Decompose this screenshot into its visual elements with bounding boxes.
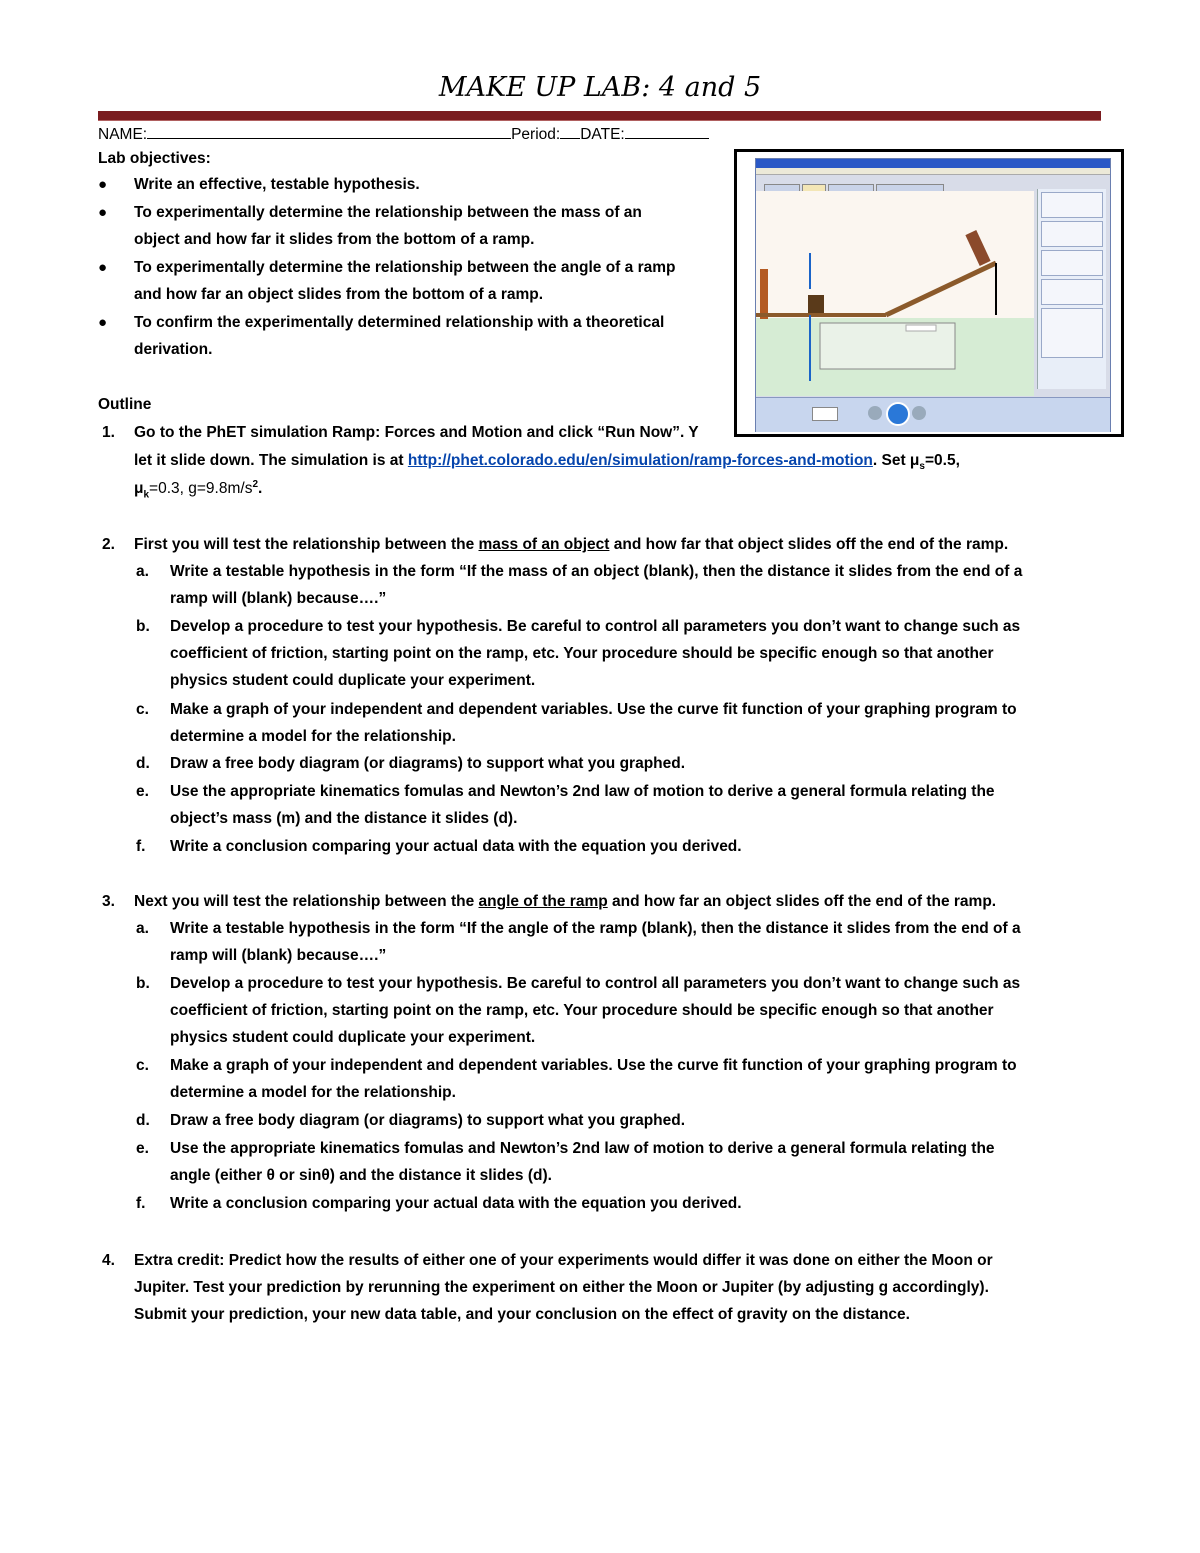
- mu-s-subscript: s: [919, 461, 925, 473]
- date-blank[interactable]: [625, 124, 709, 139]
- step-number: 1.: [102, 424, 115, 441]
- simulation-tabs: [764, 181, 946, 190]
- step3-item: Make a graph of your independent and dependent variables. Use the curve fit function of your graphing program to: [170, 1057, 1017, 1074]
- step2-item: Write a conclusion comparing your actual data with the equation you derived.: [170, 838, 742, 855]
- objectives-heading: Lab objectives:: [98, 150, 211, 167]
- step4-line: Submit your prediction, your new data table, and your conclusion on the effect of gravity on the distance.: [134, 1306, 910, 1323]
- simulation-screenshot: [734, 149, 1124, 437]
- step3-intro-text: and how far an object slides off the end of the ramp.: [607, 893, 997, 910]
- step3-item: Write a testable hypothesis in the form “If the angle of the ramp (blank), then the distance it slides from the end of a: [170, 920, 1021, 937]
- mu-k-symbol: μ: [134, 480, 144, 498]
- objective-item: To confirm the experimentally determined relationship with a theoretical: [134, 314, 665, 331]
- objective-item: Write an effective, testable hypothesis.: [134, 176, 420, 193]
- step1-line1: Go to the PhET simulation Ramp: Forces and Motion and click “Run Now”. Y: [134, 424, 699, 441]
- objective-item: To experimentally determine the relationship between the mass of an: [134, 204, 642, 221]
- step3-item-cont: coefficient of friction, starting point on the ramp, etc. Your procedure should be specific enough so that another: [170, 1002, 994, 1019]
- bullet-icon: ●: [98, 259, 108, 276]
- name-label: NAME:: [98, 126, 148, 143]
- step2-intro: [134, 536, 1008, 554]
- name-line: [98, 124, 709, 144]
- item-letter: d.: [136, 755, 150, 772]
- step3-item: Develop a procedure to test your hypothesis. Be careful to control all parameters you don’t want to change such as: [170, 975, 1021, 992]
- step1-line2: [134, 452, 960, 472]
- step2-item-cont: determine a model for the relationship.: [170, 728, 456, 745]
- step4-line: Jupiter. Test your prediction by rerunning the experiment on either the Moon or Jupiter (by adjusting g accordingly).: [134, 1279, 989, 1296]
- step1-text: . Set μ: [872, 452, 920, 469]
- rewind-icon: [868, 406, 882, 420]
- step2-item-cont: physics student could duplicate your experiment.: [170, 672, 536, 689]
- item-letter: c.: [136, 701, 149, 718]
- item-letter: b.: [136, 618, 150, 635]
- step3-item: Draw a free body diagram (or diagrams) to support what you graphed.: [170, 1112, 686, 1129]
- step3-intro: [134, 893, 996, 911]
- step2-item-cont: ramp will (blank) because….”: [170, 590, 387, 607]
- g-exponent: 2: [252, 479, 259, 490]
- bullet-icon: ●: [98, 314, 108, 331]
- step4-line: Extra credit: Predict how the results of either one of your experiments would differ it was done on either the Moon or: [134, 1252, 993, 1269]
- step3-item-cont: determine a model for the relationship.: [170, 1084, 456, 1101]
- phet-link[interactable]: http://phet.colorado.edu/en/simulation/ramp-forces-and-motion: [407, 452, 873, 469]
- step2-item: Write a testable hypothesis in the form “If the mass of an object (blank), then the distance it slides from the end of a: [170, 563, 1023, 580]
- objective-item-cont: derivation.: [134, 341, 213, 358]
- step-number: 4.: [102, 1252, 115, 1269]
- step1-line3: [134, 479, 262, 500]
- item-letter: f.: [136, 838, 146, 855]
- item-letter: e.: [136, 1140, 149, 1157]
- step3-item-cont: angle (either θ or sinθ) and the distance it slides (d).: [170, 1167, 552, 1184]
- step2-item: Use the appropriate kinematics fomulas and Newton’s 2nd law of motion to derive a general formula relating the: [170, 783, 995, 800]
- step3-item: Use the appropriate kinematics fomulas and Newton’s 2nd law of motion to derive a general formula relating the: [170, 1140, 995, 1157]
- step2-intro-text: and how far that object slides off the end of the ramp.: [609, 536, 1009, 553]
- window-menu-bar: [756, 168, 1110, 175]
- item-letter: c.: [136, 1057, 149, 1074]
- step2-variable: mass of an object: [478, 536, 610, 553]
- step2-intro-text: First you will test the relationship between the: [134, 536, 479, 553]
- item-letter: a.: [136, 920, 149, 937]
- title-rule: [98, 111, 1101, 121]
- step1-text: let it slide down. The simulation is at: [134, 452, 408, 469]
- panel-box: [1041, 308, 1103, 358]
- step-icon: [912, 406, 926, 420]
- step2-item-cont: object’s mass (m) and the distance it slides (d).: [170, 810, 518, 827]
- objective-item-cont: object and how far it slides from the bottom of a ramp.: [134, 231, 535, 248]
- step3-item-cont: physics student could duplicate your experiment.: [170, 1029, 536, 1046]
- mu-k-value: =0.3, g=9.8m/s: [149, 480, 253, 498]
- period-blank[interactable]: [560, 124, 580, 139]
- bullet-icon: ●: [98, 204, 108, 221]
- objective-item-cont: and how far an object slides from the bottom of a ramp.: [134, 286, 544, 303]
- play-icon: [886, 402, 910, 426]
- step-number: 2.: [102, 536, 115, 553]
- name-blank[interactable]: [147, 124, 511, 139]
- step2-item: Develop a procedure to test your hypothesis. Be careful to control all parameters you don’t want to change such as: [170, 618, 1021, 635]
- step3-item: Write a conclusion comparing your actual data with the equation you derived.: [170, 1195, 742, 1212]
- ramp-illustration: [756, 191, 1034, 396]
- item-letter: d.: [136, 1112, 150, 1129]
- ramp-scene: [756, 191, 1034, 396]
- window-title-bar: [756, 159, 1110, 168]
- item-letter: b.: [136, 975, 150, 992]
- period-label: Period:: [511, 126, 561, 143]
- panel-box: [1041, 221, 1103, 247]
- item-letter: f.: [136, 1195, 146, 1212]
- panel-box: [1041, 192, 1103, 218]
- step3-intro-text: Next you will test the relationship between the: [134, 893, 479, 910]
- page-title: MAKE UP LAB: 4 and 5: [438, 72, 762, 103]
- step3-item-cont: ramp will (blank) because….”: [170, 947, 387, 964]
- step3-variable: angle of the ramp: [478, 893, 608, 910]
- mu-s-value: =0.5,: [924, 452, 960, 469]
- simulation-window: [755, 158, 1111, 432]
- item-letter: e.: [136, 783, 149, 800]
- panel-box: [1041, 279, 1103, 305]
- objective-item: To experimentally determine the relationship between the angle of a ramp: [134, 259, 676, 276]
- record-box: [812, 407, 838, 421]
- playback-bar: [756, 397, 1110, 432]
- step2-item: Make a graph of your independent and dependent variables. Use the curve fit function of your graphing program to: [170, 701, 1017, 718]
- outline-heading: Outline: [98, 396, 152, 413]
- step2-item: Draw a free body diagram (or diagrams) to support what you graphed.: [170, 755, 686, 772]
- item-letter: a.: [136, 563, 149, 580]
- date-label: DATE:: [580, 126, 625, 143]
- bullet-icon: ●: [98, 176, 108, 193]
- step-number: 3.: [102, 893, 115, 910]
- step2-item-cont: coefficient of friction, starting point on the ramp, etc. Your procedure should be specific enough so that another: [170, 645, 994, 662]
- panel-box: [1041, 250, 1103, 276]
- step1-end: .: [258, 480, 263, 498]
- control-panel: [1037, 189, 1106, 389]
- mu-k-subscript: k: [143, 489, 150, 501]
